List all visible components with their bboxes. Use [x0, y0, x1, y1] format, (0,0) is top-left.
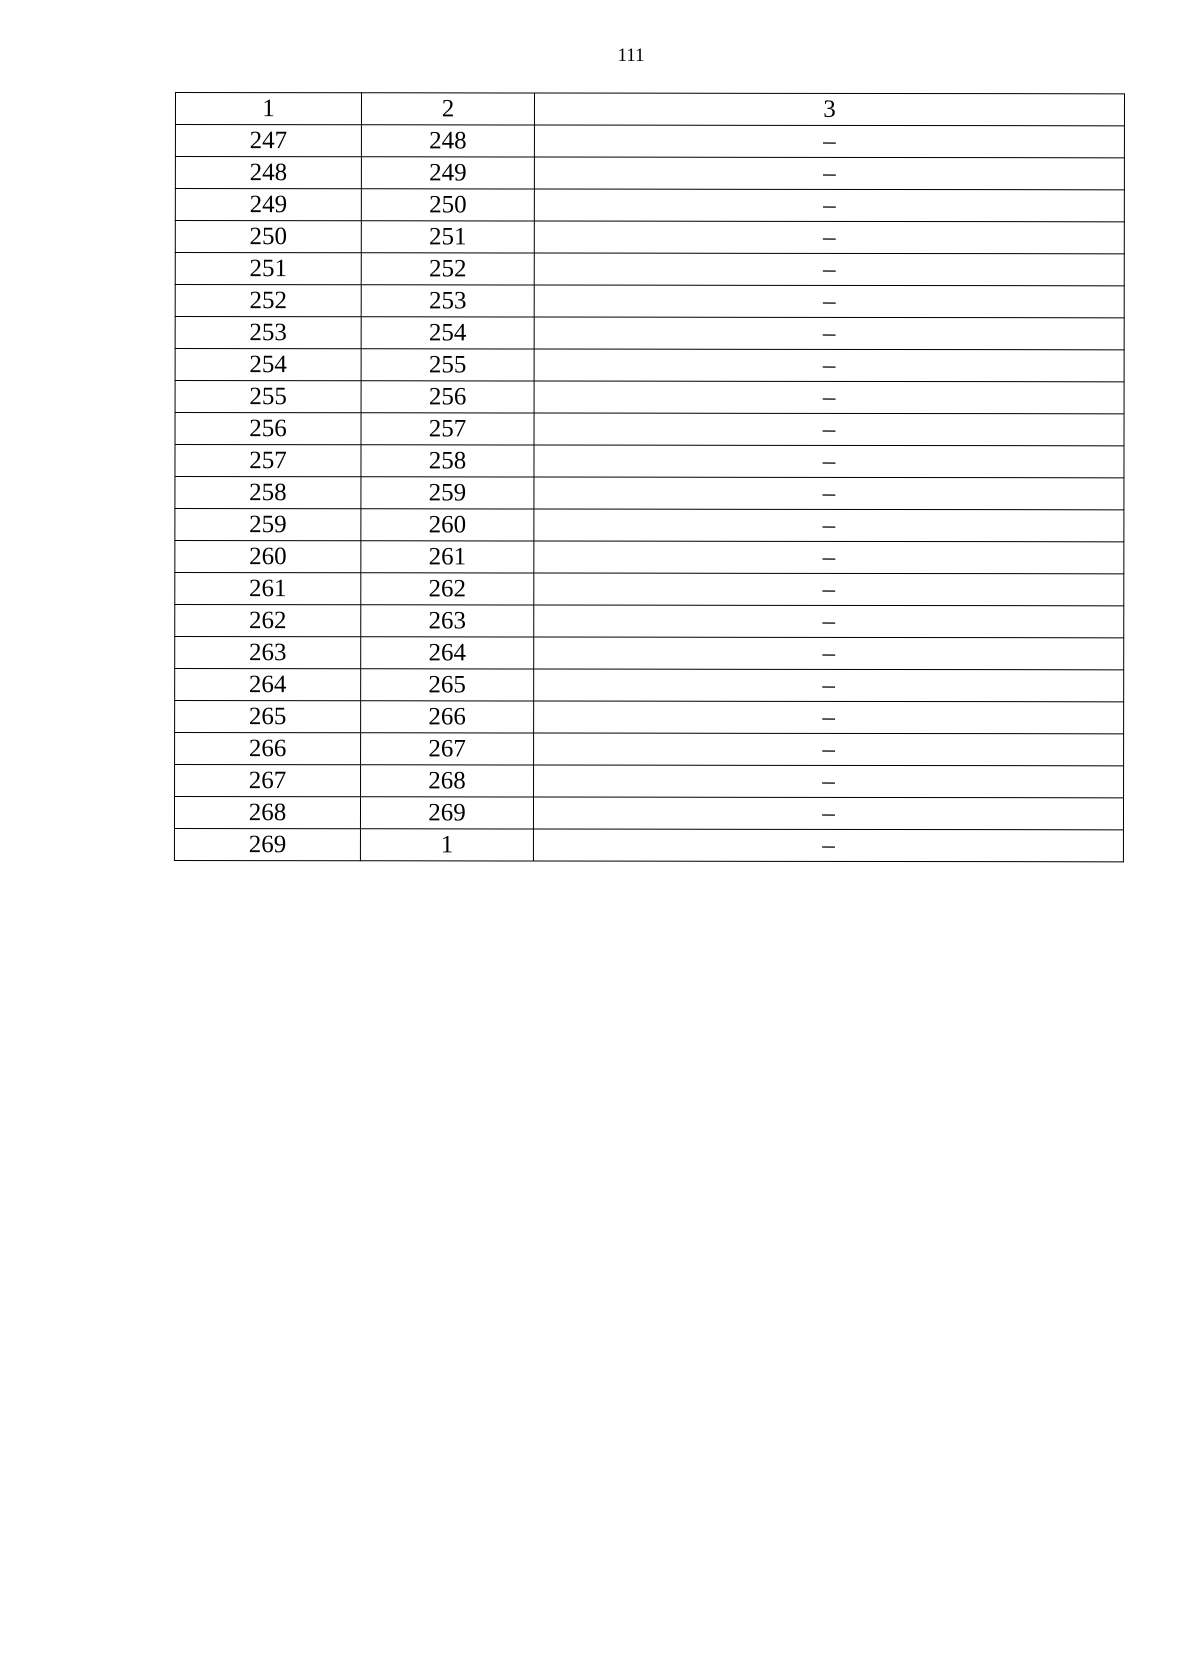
table-row: [175, 189, 1124, 222]
table-cell-col-2: 253: [361, 285, 534, 317]
table-cell-col-1: 262: [175, 605, 361, 637]
header-cell-2: 2: [361, 93, 534, 125]
table-cell-col-1: 248: [175, 157, 361, 189]
table-row: [175, 509, 1124, 542]
table-cell-col-1: 264: [175, 669, 361, 701]
table-row: [175, 445, 1124, 478]
table-row: [175, 637, 1124, 670]
table-cell-col-2: 262: [361, 573, 534, 605]
table-cell-col-3: –: [534, 733, 1124, 766]
table-header: [175, 93, 1124, 126]
table-cell-col-1: 254: [175, 349, 361, 381]
table-row: [175, 669, 1124, 702]
header-row: [175, 93, 1124, 126]
table-cell-col-2: 256: [361, 381, 534, 413]
table-row: [175, 157, 1124, 190]
table-cell-col-3: –: [534, 157, 1124, 190]
table-row: [175, 253, 1124, 286]
table-cell-col-2: 258: [361, 445, 534, 477]
table-cell-col-3: –: [534, 317, 1124, 350]
table-cell-col-3: –: [534, 669, 1124, 702]
table-cell-col-3: –: [534, 701, 1124, 734]
table-row: [175, 573, 1124, 606]
table-cell-col-1: 261: [175, 573, 361, 605]
table-cell-col-3: –: [534, 221, 1124, 254]
table-row: [175, 381, 1124, 414]
table-row: [175, 221, 1124, 254]
table-cell-col-1: 269: [174, 829, 360, 861]
table-row: [174, 797, 1123, 830]
table-cell-col-1: 265: [175, 701, 361, 733]
table-cell-col-3: –: [534, 765, 1124, 798]
table-cell-col-1: 251: [175, 253, 361, 285]
table-cell-col-1: 268: [174, 797, 360, 829]
table-row: [175, 317, 1124, 350]
table-cell-col-1: 256: [175, 413, 361, 445]
table-cell-col-2: 254: [361, 317, 534, 349]
data-table: [174, 92, 1125, 862]
table-row: [175, 701, 1124, 734]
table-row: [175, 605, 1124, 638]
table-cell-col-1: 263: [175, 637, 361, 669]
table-cell-col-1: 258: [175, 477, 361, 509]
table-row: [175, 477, 1124, 510]
table-row: [175, 125, 1124, 158]
table-cell-col-2: 1: [360, 829, 533, 861]
table-row: [175, 765, 1124, 798]
table-cell-col-2: 267: [361, 733, 534, 765]
table-cell-col-2: 266: [361, 701, 534, 733]
table-cell-col-1: 249: [175, 189, 361, 221]
table-row: [174, 829, 1123, 862]
table-cell-col-3: –: [534, 125, 1124, 158]
table-cell-col-3: –: [534, 637, 1124, 670]
page-number: 111: [617, 45, 645, 66]
table-cell-col-1: 253: [175, 317, 361, 349]
table-cell-col-2: 264: [361, 637, 534, 669]
table-cell-col-2: 259: [361, 477, 534, 509]
table-cell-col-2: 255: [361, 349, 534, 381]
table-cell-col-2: 269: [360, 797, 533, 829]
table-cell-col-1: 257: [175, 445, 361, 477]
table-cell-col-1: 260: [175, 541, 361, 573]
table-cell-col-1: 255: [175, 381, 361, 413]
table-cell-col-3: –: [534, 285, 1124, 318]
table-cell-col-3: –: [534, 253, 1124, 286]
table-cell-col-1: 247: [175, 125, 361, 157]
table-cell-col-3: –: [534, 509, 1124, 542]
table-cell-col-1: 252: [175, 285, 361, 317]
header-cell-1: 1: [175, 93, 361, 125]
table-row: [175, 733, 1124, 766]
table-cell-col-2: 263: [361, 605, 534, 637]
table-cell-col-3: –: [534, 445, 1124, 478]
table-row: [175, 285, 1124, 318]
table-body: [174, 125, 1124, 862]
table-cell-col-2: 268: [361, 765, 534, 797]
table-cell-col-2: 261: [361, 541, 534, 573]
table-cell-col-2: 248: [361, 125, 534, 157]
table-row: [175, 541, 1124, 574]
table-cell-col-3: –: [533, 829, 1123, 862]
table-cell-col-2: 260: [361, 509, 534, 541]
table-cell-col-2: 251: [361, 221, 534, 253]
table-cell-col-2: 257: [361, 413, 534, 445]
table-cell-col-1: 259: [175, 509, 361, 541]
table-cell-col-3: –: [534, 477, 1124, 510]
table-cell-col-2: 249: [361, 157, 534, 189]
table-row: [175, 349, 1124, 382]
table-cell-col-3: –: [534, 541, 1124, 574]
header-cell-3: 3: [534, 93, 1124, 126]
table-cell-col-3: –: [534, 189, 1124, 222]
table-cell-col-2: 265: [361, 669, 534, 701]
table-cell-col-3: –: [534, 381, 1124, 414]
table-cell-col-2: 252: [361, 253, 534, 285]
table-cell-col-1: 266: [175, 733, 361, 765]
table-cell-col-1: 267: [175, 765, 361, 797]
table-cell-col-3: –: [534, 413, 1124, 446]
table-cell-col-3: –: [534, 573, 1124, 606]
table-row: [175, 413, 1124, 446]
table-cell-col-3: –: [534, 605, 1124, 638]
table-cell-col-2: 250: [361, 189, 534, 221]
table-cell-col-3: –: [534, 349, 1124, 382]
table-cell-col-3: –: [533, 797, 1123, 830]
table-cell-col-1: 250: [175, 221, 361, 253]
